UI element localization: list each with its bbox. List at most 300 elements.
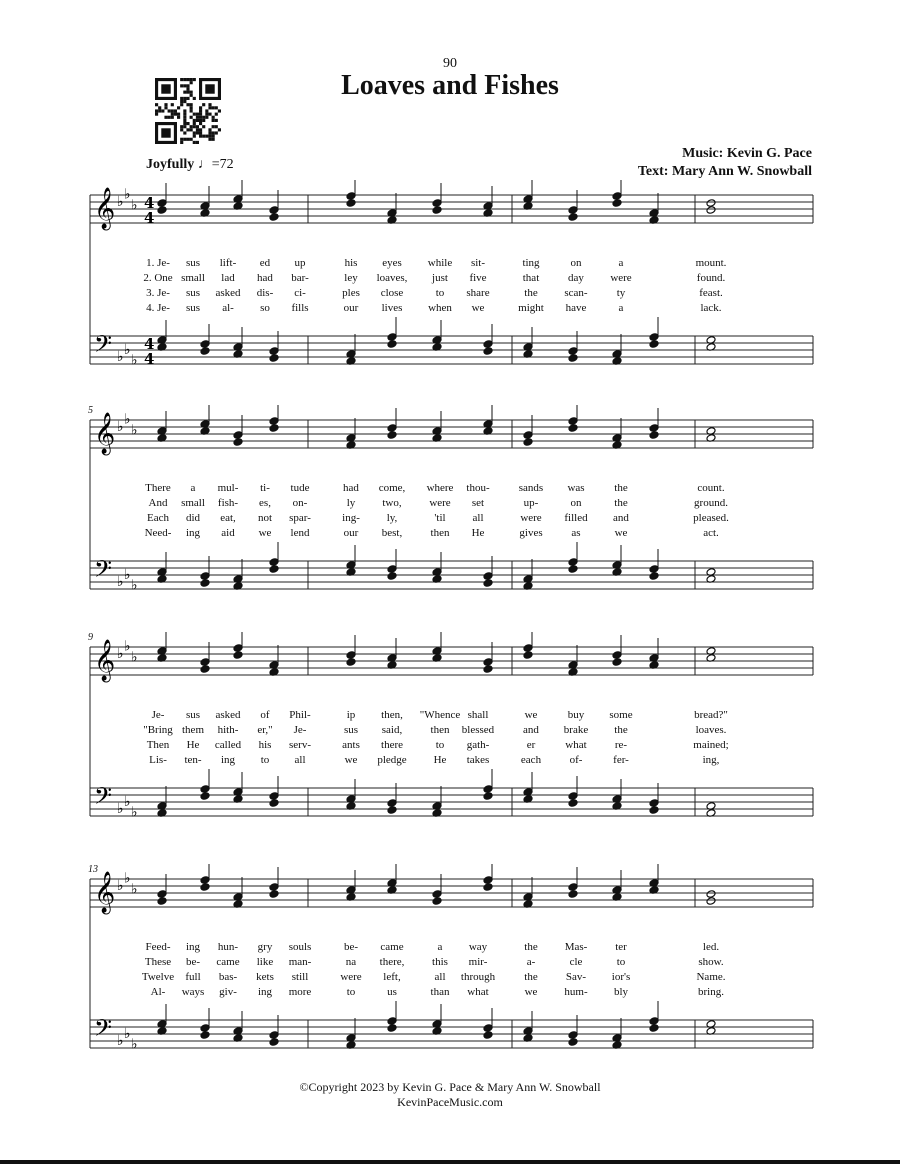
- lyric-syllable: hun-: [217, 941, 239, 953]
- lyric-syllable: said,: [381, 724, 403, 736]
- lyric-syllable: aid: [221, 527, 235, 539]
- lyric-syllable: some: [609, 709, 633, 721]
- lyric-syllable: on-: [292, 497, 308, 509]
- note-head: [233, 651, 243, 660]
- lyric-syllable: 2. One: [143, 272, 173, 284]
- note-head: [612, 199, 622, 208]
- note-head: [568, 213, 578, 222]
- lyric-syllable: Feed-: [145, 941, 171, 953]
- music-system-4: [0, 864, 900, 1104]
- measure-number: 9: [88, 632, 93, 643]
- note-head: [432, 206, 442, 215]
- note-head: [649, 333, 659, 342]
- note-head: [568, 424, 578, 433]
- lyric-syllable: there,: [379, 956, 405, 968]
- lyric-syllable: ed: [259, 257, 271, 269]
- lyric-syllable: a: [437, 941, 443, 953]
- note-head: [483, 1024, 493, 1033]
- lyric-syllable: had: [343, 482, 359, 494]
- note-head: [387, 424, 397, 433]
- staff-system-graphic: [0, 632, 900, 832]
- lyric-syllable: might: [518, 302, 544, 314]
- note-head: [612, 651, 622, 660]
- note-head: [346, 651, 356, 660]
- lyric-syllable: asked: [215, 709, 241, 721]
- bass-clef-icon: 𝄢: [94, 330, 113, 363]
- lyric-syllable: sit-: [470, 257, 486, 269]
- time-signature-numerator: 4: [144, 194, 155, 212]
- flat-icon: ♭: [131, 881, 138, 898]
- lyric-syllable: then: [430, 724, 450, 736]
- lyric-syllable: of-: [569, 754, 583, 766]
- note-head: [568, 354, 578, 363]
- treble-clef-icon: 𝄞: [94, 188, 116, 229]
- bass-clef-icon: 𝄢: [94, 555, 113, 588]
- lyric-syllable: Name.: [696, 971, 726, 983]
- lyric-syllable: all: [294, 754, 306, 766]
- lyric-syllable: Je-: [293, 724, 307, 736]
- lyric-syllable: act.: [703, 527, 719, 539]
- lyric-syllable: al-: [222, 302, 234, 314]
- note-head: [523, 644, 533, 653]
- note-head: [200, 792, 210, 801]
- note-head: [387, 1024, 397, 1033]
- tempo-text: Joyfully: [146, 157, 195, 172]
- lyric-syllable: Need-: [144, 527, 172, 539]
- lyric-syllable: buy: [567, 709, 585, 721]
- treble-clef-icon: 𝄞: [94, 640, 116, 681]
- lyric-syllable: the: [614, 724, 628, 736]
- lyric-syllable: takes: [466, 754, 490, 766]
- lyric-syllable: we: [614, 527, 628, 539]
- note-head: [649, 799, 659, 808]
- flat-icon: ♭: [117, 574, 124, 590]
- lyric-syllable: the: [614, 482, 628, 494]
- lyric-syllable: sus: [185, 709, 201, 721]
- music-system-2: [0, 405, 900, 645]
- time-signature-denominator: 4: [144, 209, 155, 227]
- lyric-syllable: small: [181, 272, 205, 284]
- flat-icon: ♭: [124, 638, 131, 655]
- note-head: [200, 785, 210, 794]
- note-head: [483, 792, 493, 801]
- lyric-syllable: that: [522, 272, 540, 284]
- lyric-syllable: we: [524, 986, 538, 998]
- lyric-syllable: came: [380, 941, 404, 953]
- flat-icon: ♭: [117, 646, 124, 662]
- lyric-syllable: ley: [344, 272, 358, 284]
- note-head: [649, 806, 659, 815]
- lyric-syllable: fills: [291, 302, 309, 314]
- lyric-syllable: sus: [185, 257, 201, 269]
- lyric-syllable: brake: [563, 724, 589, 736]
- lyric-syllable: set: [471, 497, 485, 509]
- lyric-syllable: as: [571, 527, 581, 539]
- lyric-syllable: gath-: [466, 739, 490, 751]
- note-head: [269, 890, 279, 899]
- note-head: [568, 792, 578, 801]
- note-head: [346, 658, 356, 667]
- note-head: [568, 558, 578, 567]
- lyric-syllable: spar-: [289, 512, 311, 524]
- lyric-syllable: our: [343, 302, 359, 314]
- note-head: [432, 199, 442, 208]
- page-bottom-edge: [0, 1160, 900, 1164]
- note-head: [706, 199, 716, 208]
- lyric-syllable: all: [472, 512, 484, 524]
- lyric-syllable: ing-: [342, 512, 360, 524]
- note-head: [568, 1038, 578, 1047]
- lyric-syllable: found.: [696, 272, 726, 284]
- lyric-syllable: ten-: [184, 754, 202, 766]
- lyric-syllable: sus: [185, 287, 201, 299]
- flat-icon: ♭: [117, 801, 124, 817]
- note-head: [568, 417, 578, 426]
- bass-clef-icon: 𝄢: [94, 1014, 113, 1047]
- note-head: [706, 897, 716, 906]
- lyric-syllable: loaves.: [695, 724, 727, 736]
- lyric-syllable: dis-: [256, 287, 274, 299]
- note-head: [649, 1017, 659, 1026]
- lyric-syllable: thou-: [466, 482, 490, 494]
- tempo-indication: [146, 157, 234, 173]
- lyric-syllable: where: [426, 482, 454, 494]
- lyric-syllable: bly: [613, 986, 629, 998]
- note-head: [269, 206, 279, 215]
- lyric-syllable: pleased.: [693, 512, 729, 524]
- lyric-syllable: had: [257, 272, 273, 284]
- lyric-syllable: to: [616, 956, 626, 968]
- song-title: Loaves and Fishes: [341, 70, 559, 101]
- music-credit: Music: Kevin G. Pace: [682, 146, 812, 161]
- lyric-syllable: were: [610, 272, 632, 284]
- lyric-syllable: then,: [381, 709, 403, 721]
- bass-clef-icon: 𝄢: [94, 782, 113, 815]
- lyric-syllable: a: [618, 302, 624, 314]
- lyric-syllable: lives: [381, 302, 403, 314]
- lyric-syllable: our: [343, 527, 359, 539]
- lyric-syllable: ants: [342, 739, 360, 751]
- note-head: [483, 579, 493, 588]
- lyric-syllable: a: [618, 257, 624, 269]
- lyric-syllable: pledge: [377, 754, 407, 766]
- note-head: [269, 347, 279, 356]
- lyric-syllable: up-: [523, 497, 539, 509]
- note-head: [568, 890, 578, 899]
- note-head: [387, 431, 397, 440]
- note-head: [483, 665, 493, 674]
- flat-icon: ♭: [124, 186, 131, 203]
- note-head: [387, 799, 397, 808]
- lyric-syllable: still: [291, 971, 309, 983]
- lyric-syllable: shall: [467, 709, 489, 721]
- flat-icon: ♭: [124, 870, 131, 887]
- lyric-syllable: called: [214, 739, 242, 751]
- note-head: [483, 658, 493, 667]
- lyric-syllable: ip: [346, 709, 356, 721]
- flat-icon: ♭: [117, 349, 124, 365]
- note-head: [269, 799, 279, 808]
- note-head: [387, 1017, 397, 1026]
- lyric-syllable: gives: [519, 527, 543, 539]
- lyric-syllable: like: [256, 956, 274, 968]
- lyric-syllable: we: [258, 527, 272, 539]
- lyric-syllable: eat,: [220, 512, 236, 524]
- lyric-syllable: be-: [185, 956, 201, 968]
- page-number: 90: [443, 56, 457, 71]
- note-head: [269, 424, 279, 433]
- lyric-syllable: Je-: [151, 709, 165, 721]
- lyric-syllable: of: [260, 709, 270, 721]
- lyric-syllable: filled: [564, 512, 588, 524]
- lyric-syllable: close: [380, 287, 404, 299]
- credits: [638, 145, 812, 181]
- note-head: [523, 431, 533, 440]
- lyric-syllable: He: [433, 754, 447, 766]
- note-head: [387, 572, 397, 581]
- note-head: [269, 213, 279, 222]
- lyric-syllable: ly: [346, 497, 356, 509]
- lyric-syllable: "Whence: [419, 709, 461, 721]
- lyric-syllable: eyes: [382, 257, 402, 269]
- note-head: [568, 1031, 578, 1040]
- note-head: [649, 431, 659, 440]
- note-head: [269, 417, 279, 426]
- note-head: [200, 572, 210, 581]
- lyric-syllable: mul-: [217, 482, 239, 494]
- lyric-syllable: did: [185, 512, 201, 524]
- note-head: [649, 565, 659, 574]
- lyric-syllable: hith-: [217, 724, 239, 736]
- note-head: [233, 431, 243, 440]
- lyric-syllable: to: [260, 754, 270, 766]
- lyric-syllable: He: [471, 527, 485, 539]
- lyric-syllable: ter: [615, 941, 627, 953]
- lyric-syllable: then: [430, 527, 450, 539]
- lyric-syllable: what: [565, 739, 587, 751]
- lyric-syllable: ci-: [294, 287, 306, 299]
- lyric-syllable: his: [258, 739, 272, 751]
- lyric-syllable: fish-: [217, 497, 239, 509]
- lyric-syllable: small: [181, 497, 205, 509]
- lyric-syllable: lack.: [700, 302, 722, 314]
- lyric-syllable: hum-: [564, 986, 588, 998]
- note-head: [269, 558, 279, 567]
- lyric-syllable: full: [185, 971, 201, 983]
- flat-icon: ♭: [117, 878, 124, 894]
- lyric-syllable: so: [260, 302, 270, 314]
- lyric-syllable: Each: [147, 512, 169, 524]
- lyric-syllable: came: [216, 956, 240, 968]
- note-head: [157, 199, 167, 208]
- lyric-syllable: ting: [522, 257, 540, 269]
- time-signature-numerator: 4: [144, 335, 155, 353]
- flat-icon: ♭: [124, 794, 131, 810]
- lyric-syllable: his: [344, 257, 358, 269]
- lyric-syllable: Mas-: [564, 941, 588, 953]
- note-head: [200, 876, 210, 885]
- note-head: [269, 883, 279, 892]
- note-head: [269, 565, 279, 574]
- note-head: [483, 572, 493, 581]
- lyric-syllable: serv-: [289, 739, 311, 751]
- note-head: [432, 890, 442, 899]
- lyric-syllable: ing,: [702, 754, 720, 766]
- lyric-syllable: 1. Je-: [146, 257, 170, 269]
- note-head: [483, 1031, 493, 1040]
- flat-icon: ♭: [117, 1033, 124, 1049]
- lyric-syllable: was: [567, 482, 585, 494]
- lyric-syllable: on: [570, 497, 582, 509]
- lyric-syllable: the: [524, 287, 538, 299]
- note-head: [568, 883, 578, 892]
- lyric-syllable: "Bring: [143, 724, 173, 736]
- lyric-syllable: ples: [342, 287, 360, 299]
- lyric-syllable: and: [523, 724, 539, 736]
- lyric-syllable: ing: [220, 754, 236, 766]
- website-link[interactable]: KevinPaceMusic.com: [397, 1095, 503, 1109]
- lyric-syllable: day: [568, 272, 584, 284]
- flat-icon: ♭: [124, 342, 131, 358]
- lyric-syllable: fer-: [613, 754, 629, 766]
- note-head: [568, 347, 578, 356]
- note-head: [200, 347, 210, 356]
- lyric-syllable: just: [432, 272, 448, 284]
- lyric-syllable: souls: [288, 941, 312, 953]
- lyric-syllable: kets: [256, 971, 274, 983]
- note-head: [432, 897, 442, 906]
- lyric-syllable: lend: [290, 527, 310, 539]
- note-head: [269, 792, 279, 801]
- qr-code-icon[interactable]: [155, 78, 221, 144]
- note-head: [387, 806, 397, 815]
- lyric-syllable: we: [471, 302, 485, 314]
- lyric-syllable: were: [340, 971, 362, 983]
- lyric-syllable: the: [524, 941, 538, 953]
- note-head: [387, 565, 397, 574]
- lyric-syllable: led.: [702, 941, 720, 953]
- lyric-syllable: count.: [697, 482, 725, 494]
- lyric-syllable: the: [524, 971, 538, 983]
- note-head: [568, 565, 578, 574]
- note-head: [612, 658, 622, 667]
- lyric-syllable: while: [427, 257, 453, 269]
- flat-icon: ♭: [117, 194, 124, 210]
- note-head: [200, 1031, 210, 1040]
- lyric-syllable: ior's: [611, 971, 631, 983]
- note-head: [269, 354, 279, 363]
- note-head: [649, 572, 659, 581]
- lyric-syllable: way: [468, 941, 488, 953]
- text-credit: Text: Mary Ann W. Snowball: [637, 164, 812, 179]
- lyric-syllable: Phil-: [289, 709, 311, 721]
- lyric-syllable: we: [344, 754, 358, 766]
- time-signature-denominator: 4: [144, 350, 155, 368]
- lyric-syllable: ty: [616, 287, 626, 299]
- music-system-1: [0, 180, 900, 420]
- note-head: [200, 1024, 210, 1033]
- lyric-syllable: show.: [698, 956, 724, 968]
- lyric-syllable: and: [613, 512, 629, 524]
- lyric-syllable: giv-: [219, 986, 237, 998]
- lyric-syllable: us: [387, 986, 397, 998]
- lyric-syllable: lift-: [219, 257, 237, 269]
- lyric-syllable: were: [429, 497, 451, 509]
- lyric-syllable: ground.: [694, 497, 728, 509]
- note-head: [233, 644, 243, 653]
- lyric-syllable: He: [186, 739, 200, 751]
- lyric-syllable: best,: [381, 527, 403, 539]
- treble-clef-icon: 𝄞: [94, 413, 116, 454]
- note-head: [346, 199, 356, 208]
- lyric-syllable: man-: [288, 956, 312, 968]
- lyric-syllable: there: [381, 739, 403, 751]
- lyric-syllable: bar-: [291, 272, 309, 284]
- lyric-syllable: Then: [146, 739, 170, 751]
- lyric-syllable: up: [294, 257, 306, 269]
- lyric-syllable: them: [182, 724, 204, 736]
- lyric-syllable: bread?": [694, 709, 728, 721]
- flat-icon: ♭: [131, 577, 138, 594]
- music-system-3: [0, 632, 900, 872]
- measure-number: 13: [88, 864, 98, 875]
- note-head: [387, 340, 397, 349]
- lyric-syllable: bring.: [698, 986, 724, 998]
- note-head: [483, 785, 493, 794]
- treble-clef-icon: 𝄞: [94, 872, 116, 913]
- note-head: [233, 438, 243, 447]
- lyric-syllable: come,: [378, 482, 406, 494]
- lyric-syllable: ing: [257, 986, 273, 998]
- note-head: [346, 192, 356, 201]
- copyright-notice: ©Copyright 2023 by Kevin G. Pace & Mary Ann W. Snowball: [299, 1080, 601, 1094]
- lyric-syllable: on: [570, 257, 582, 269]
- lyric-syllable: not: [257, 512, 273, 524]
- lyric-syllable: blessed: [461, 724, 495, 736]
- lyric-syllable: asked: [215, 287, 241, 299]
- lyric-syllable: two,: [382, 497, 402, 509]
- note-head: [483, 876, 493, 885]
- lyric-syllable: mir-: [468, 956, 488, 968]
- note-head: [200, 665, 210, 674]
- lyric-syllable: the: [614, 497, 628, 509]
- lyric-syllable: tude: [290, 482, 310, 494]
- lyric-syllable: what: [467, 986, 489, 998]
- lyric-syllable: er,": [257, 724, 273, 736]
- lyric-syllable: have: [565, 302, 587, 314]
- note-head: [568, 206, 578, 215]
- lyric-syllable: 3. Je-: [146, 287, 170, 299]
- flat-icon: ♭: [117, 419, 124, 435]
- note-head: [269, 1031, 279, 1040]
- lyric-syllable: mained;: [693, 739, 729, 751]
- lyric-syllable: loaves,: [376, 272, 408, 284]
- flat-icon: ♭: [124, 567, 131, 583]
- note-head: [612, 192, 622, 201]
- flat-icon: ♭: [131, 197, 138, 214]
- note-head: [200, 340, 210, 349]
- note-head: [157, 890, 167, 899]
- lyric-syllable: ly,: [386, 512, 398, 524]
- lyric-syllable: cle: [569, 956, 583, 968]
- lyric-syllable: Al-: [150, 986, 166, 998]
- lyric-syllable: sus: [185, 302, 201, 314]
- note-head: [200, 658, 210, 667]
- note-head: [649, 424, 659, 433]
- lyric-syllable: scan-: [564, 287, 588, 299]
- lyric-syllable: mount.: [695, 257, 727, 269]
- lyric-syllable: sands: [518, 482, 544, 494]
